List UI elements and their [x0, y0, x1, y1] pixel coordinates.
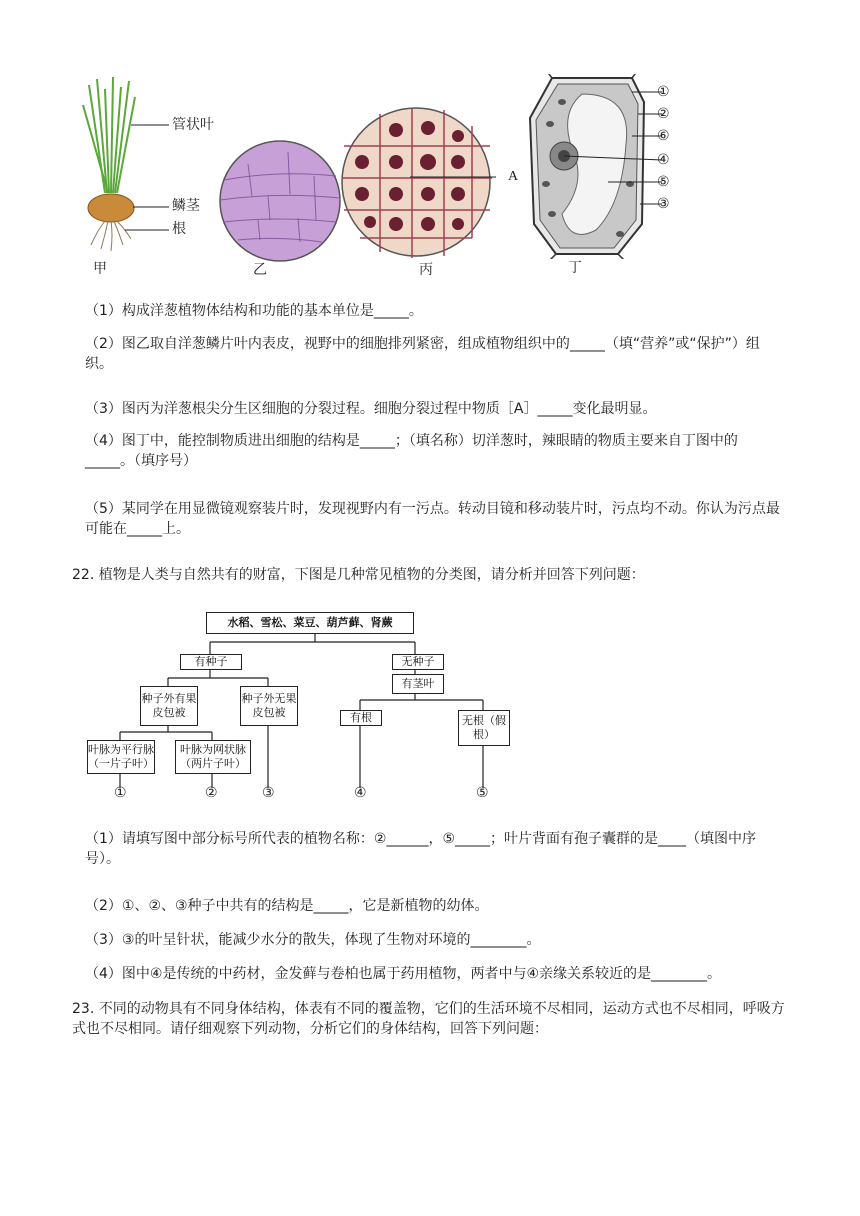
tree-net-box: 叶脉为网状脉（两片子叶） — [175, 740, 251, 774]
q23-intro: 23. 不同的动物具有不同身体结构，体表有不同的覆盖物，它们的生活环境不尽相同，运动方式也不尽相同，呼吸方式也不尽相同。请仔细观察下列动物，分析它们的身体结构，回答下列问题： — [72, 1001, 785, 1037]
q21-item-1: （1）构成洋葱植物体结构和功能的基本单位是_____。 — [85, 303, 423, 319]
cell-marker-1: ① — [657, 84, 670, 100]
cell-marker-6: ⑥ — [657, 128, 670, 144]
tree-root-box: 水稻、雪松、菜豆、葫芦藓、肾蕨 — [206, 612, 414, 634]
tree-marker-2: ② — [205, 785, 218, 801]
tree-noroot-box: 无根（假根） — [458, 710, 510, 746]
q21-item-4: （4）图丁中，能控制物质进出细胞的结构是_____；（填名称）切洋葱时，辣眼睛的物质主要来自丁图中的_____。（填序号） — [85, 433, 738, 469]
q22-item-2: （2）①、②、③种子中共有的结构是_____，它是新植物的幼体。 — [85, 898, 489, 914]
tree-naked-box: 种子外无果皮包被 — [240, 686, 298, 726]
tree-covered-box: 种子外有果皮包被 — [140, 686, 198, 726]
tree-marker-4: ④ — [354, 785, 367, 801]
tree-marker-3: ③ — [262, 785, 275, 801]
onion-plant-figure — [75, 75, 225, 260]
caption-ding: 丁 — [568, 260, 582, 276]
tree-noseed-box: 无种子 — [392, 654, 444, 670]
caption-jia: 甲 — [93, 261, 107, 277]
q21-item-2: （2）图乙取自洋葱鳞片叶内表皮，视野中的细胞排列紧密，组成植物组织中的_____（填“营养”或“保护”）组织。 — [85, 336, 760, 372]
epidermis-micrograph — [218, 140, 342, 262]
cell-marker-2: ② — [657, 106, 670, 122]
plant-cell-diagram — [522, 74, 662, 259]
tree-seed-box: 有种子 — [180, 654, 242, 670]
q22-item-3: （3）③的叶呈针状，能减少水分的散失，体现了生物对环境的________。 — [85, 932, 541, 948]
q22-item-1: （1）请填写图中部分标号所代表的植物名称：②______，⑤_____；叶片背面有孢子囊群的是____（填图中序号）。 — [85, 831, 757, 867]
cell-marker-5: ⑤ — [657, 174, 670, 190]
q21-item-5: （5）某同学在用显微镜观察装片时，发现视野内有一污点。转动目镜和移动装片时，污点均不动。你认为污点最可能在_____上。 — [85, 501, 780, 537]
root-label: 根 — [172, 221, 186, 237]
tree-marker-5: ⑤ — [476, 785, 489, 801]
tree-hasroot-box: 有根 — [340, 710, 382, 726]
leaf-label: 管状叶 — [172, 117, 214, 133]
tree-marker-1: ① — [114, 785, 127, 801]
cell-marker-4: ④ — [657, 152, 670, 168]
cell-marker-3: ③ — [657, 196, 670, 212]
root-tip-cells-micrograph — [340, 106, 496, 262]
caption-bing: 丙 — [419, 262, 433, 278]
q22-intro: 22. 植物是人类与自然共有的财富，下图是几种常见植物的分类图，请分析并回答下列问题： — [72, 567, 645, 583]
tree-parallel-box: 叶脉为平行脉（一片子叶） — [87, 740, 155, 774]
caption-yi: 乙 — [253, 262, 267, 278]
marker-a: A — [508, 169, 519, 184]
q22-item-4: （4）图中④是传统的中药材，金发藓与卷柏也属于药用植物，两者中与④亲缘关系较近的是________。 — [85, 966, 722, 982]
q21-item-3: （3）图丙为洋葱根尖分生区细胞的分裂过程。细胞分裂过程中物质［A］_____变化最明显。 — [85, 401, 657, 417]
bulb-label: 鳞茎 — [172, 198, 200, 214]
tree-stemleaf-box: 有茎叶 — [392, 674, 444, 694]
